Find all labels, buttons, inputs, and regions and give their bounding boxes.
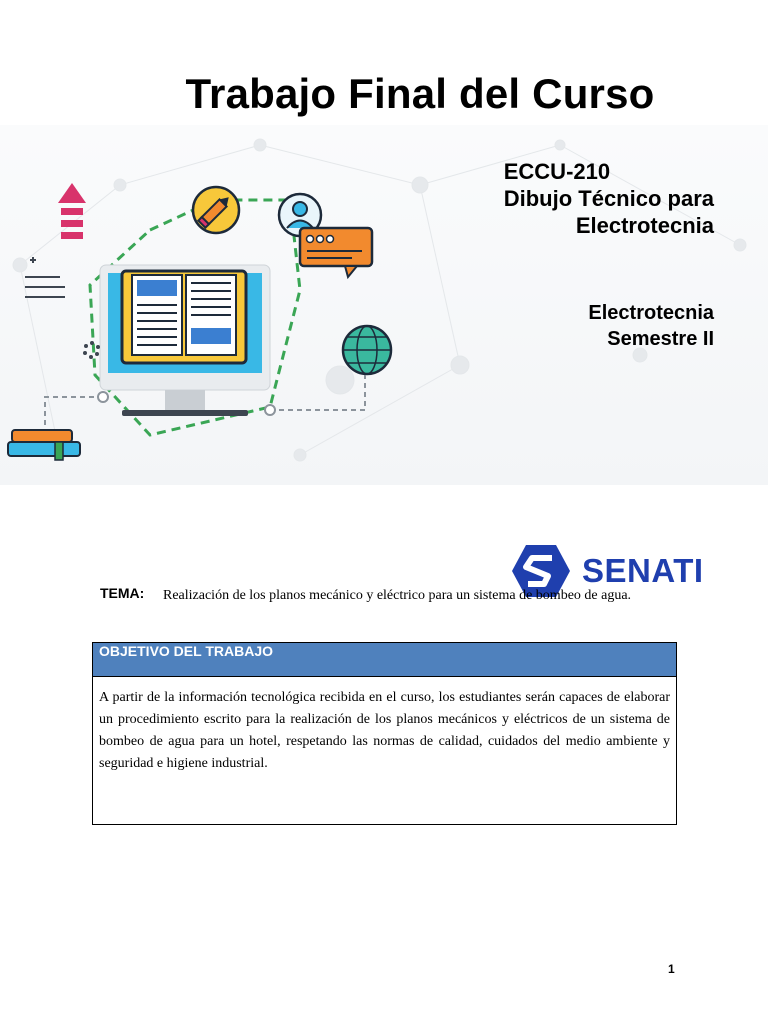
course-code: ECCU-210 [503, 159, 611, 184]
tema-label: TEMA: [100, 585, 145, 601]
document-lines-icon [25, 257, 65, 297]
course-name-line2: Electrotecnia [575, 213, 714, 238]
globe-icon [343, 326, 391, 374]
open-book-icon [122, 271, 246, 363]
chat-bubble-icon [300, 228, 372, 277]
page-number: 1 [668, 962, 675, 976]
tema-text: Realización de los planos mecánico y eléctrico para un sistema de bombeo de agua. [163, 588, 632, 603]
pencil-icon [193, 187, 239, 233]
program-info [588, 300, 714, 352]
objective-heading: OBJETIVO DEL TRABAJO [93, 643, 676, 677]
career-name: Electrotecnia [588, 302, 714, 324]
page-title: Trabajo Final del Curso [185, 70, 655, 117]
brand-name: SENATI [582, 552, 704, 589]
objective-text: A partir de la información tecnológica recibida en el curso, los estudiantes serán capaces de elaborar un procedimiento escrito para la realización de los planos mecánicos y eléctricos de un sistema de bombeo de agua para un hotel, respetando las normas de calidad, cuidados del medio ambiente y seguridad e higiene industrial. [99, 690, 670, 771]
objective-box [92, 642, 677, 825]
books-stack-icon [8, 430, 80, 460]
course-info [504, 158, 714, 239]
course-name-line1: Dibujo Técnico para [503, 186, 714, 211]
semester-label: Semestre II [607, 328, 714, 350]
loading-dots-icon [83, 341, 100, 359]
